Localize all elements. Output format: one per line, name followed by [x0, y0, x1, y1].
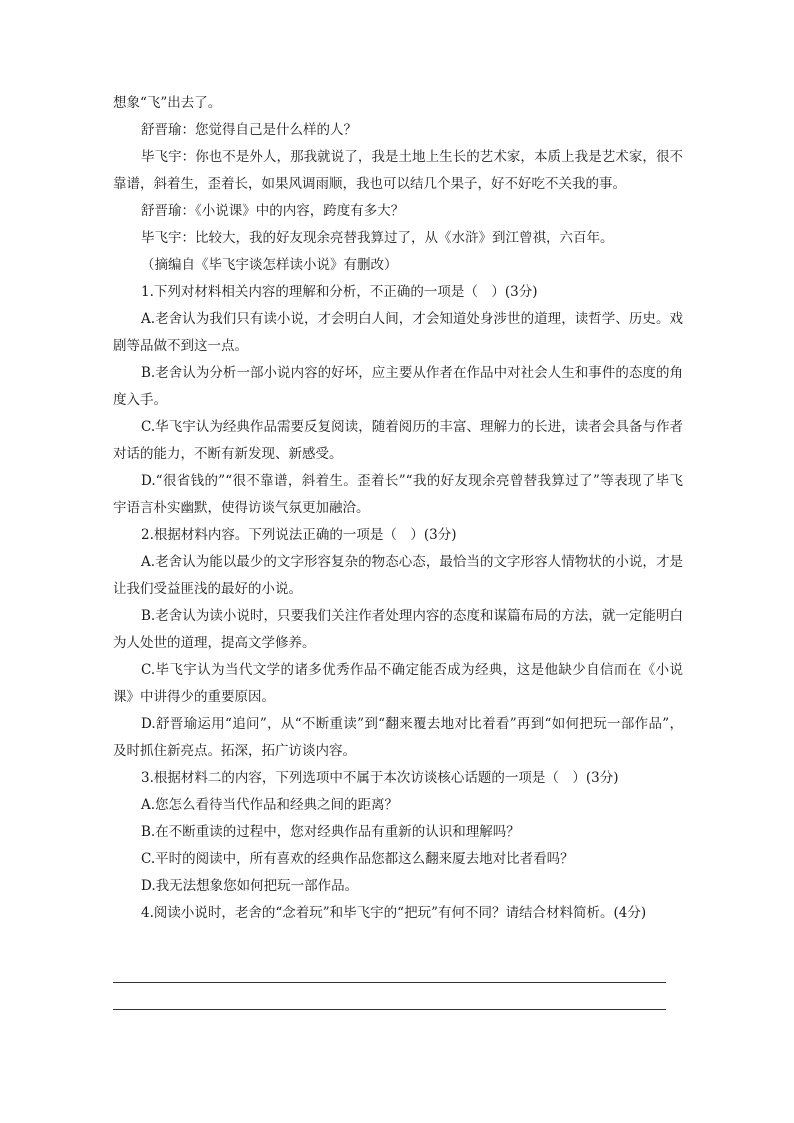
paragraph: B.老舍认为分析一部小说内容的好坏，应主要从作者在作品中对社会人生和事件的态度的角度入手。 — [113, 365, 683, 408]
paragraph: 2.根据材料内容。下列说法正确的一项是（ ）(3分) — [141, 527, 457, 543]
paragraph: A.老舍认为我们只有读小说，才会明白人间，才会知道处身涉世的道理，读哲学、历史。戏剧等品做不到这一点。 — [113, 311, 683, 354]
paragraph: （摘编自《毕飞宇谈怎样读小说》有删改） — [141, 257, 398, 273]
paragraph: 3.根据材料二的内容，下列选项中不属于本次访谈核心话题的一项是（ ）(3分) — [141, 770, 619, 786]
paragraph: 毕飞宇：你也不是外人，那我就说了，我是土地上生长的艺术家，本质上我是艺术家，很不靠谱，斜着生，歪着长，如果风调雨顺，我也可以结几个果子，好不好吃不关我的事。 — [113, 149, 683, 192]
paragraph: C.华飞宇认为经典作品需要反复阅读，随着阅历的丰富、理解力的长进，读者会具备与作者对话的能力，不断有新发现、新感受。 — [113, 419, 683, 462]
paragraph: 4.阅读小说时，老舍的“念着玩”和毕飞宇的“把玩”有何不同？请结合材料简析。(4分) — [141, 905, 647, 921]
paragraph: B.在不断重读的过程中，您对经典作品有重新的认识和理解吗？ — [141, 824, 520, 840]
paragraph: 舒晋瑜：您觉得自己是什么样的人？ — [141, 122, 357, 138]
paragraph: 舒晋瑜：《小说课》中的内容，跨度有多大？ — [141, 203, 405, 219]
paragraph: D.舒晋瑜运用“追问”，从“不断重读”到“翻来覆去地对比着看”再到“如何把玩一部作品”，及时抓住新亮点。拓深，拓广访谈内容。 — [113, 716, 683, 759]
answer-line[interactable] — [113, 982, 666, 983]
paragraph: 毕飞宇：比较大，我的好友现余亮替我算过了，从《水浒》到江曾祺，六百年。 — [141, 230, 614, 246]
answer-line[interactable] — [113, 1009, 666, 1010]
paragraph: C.毕飞宇认为当代文学的诸多优秀作品不确定能否成为经典，这是他缺少自信而在《小说课》中讲得少的重要原因。 — [113, 662, 683, 705]
paragraph: D.我无法想象您如何把玩一部作品。 — [141, 878, 359, 894]
paragraph: C.平时的阅读中，所有喜欢的经典作品您都这么翻来厦去地对比者看吗？ — [141, 851, 574, 867]
paragraph: A.您怎么看待当代作品和经典之间的距离？ — [141, 797, 399, 813]
paragraph: 想象“飞”出去了。 — [113, 95, 222, 111]
paragraph: 1.下列对材料相关内容的理解和分析，不正确的一项是（ ）(3分) — [141, 284, 538, 300]
document-body — [113, 90, 683, 927]
paragraph: B.老舍认为读小说时，只要我们关注作者处理内容的态度和谋篇布局的方法，就一定能明白为人处世的道理，提高文学修养。 — [113, 608, 683, 651]
paragraph: A.老舍认为能以最少的文字形容复杂的物态心态，最恰当的文字形容人情物状的小说，才是让我们受益匪浅的最好的小说。 — [113, 554, 683, 597]
paragraph: D.“很省钱的”“很不靠谱，斜着生。歪着长”“我的好友现余亮曾替我算过了”等表现了毕飞宇语言朴实幽默，使得访谈气氛更加融洽。 — [113, 473, 683, 516]
